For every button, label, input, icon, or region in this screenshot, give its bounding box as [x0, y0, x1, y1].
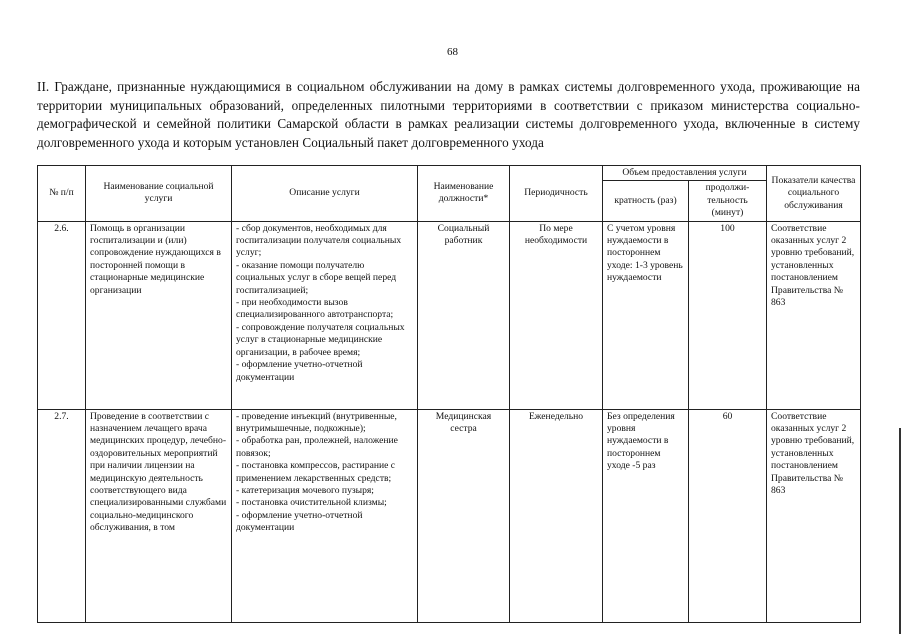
row-description: [232, 221, 418, 409]
description-item: - оказание помощи получателю социальных услуг в сборе вещей перед госпитализацией;: [236, 259, 397, 296]
header-description: Описание услуги: [232, 166, 418, 222]
table-row: [38, 221, 861, 409]
row-duration: 60: [689, 409, 767, 622]
header-position: Наименование должности*: [418, 166, 510, 222]
row-duration: 100: [689, 221, 767, 409]
header-volume-group: Объем предоставления услуги: [603, 166, 767, 181]
row-frequency: Еженедельно: [510, 409, 603, 622]
header-name: Наименование социальной услуги: [86, 166, 232, 222]
header-quality: Показатели качества социального обслуживания: [767, 166, 861, 222]
row-quality: Соответствие оказанных услуг 2 уровню требований, установленных постановлением Правительства № 863: [767, 409, 861, 622]
row-quality: Соответствие оказанных услуг 2 уровню требований, установленных постановлением Правительства № 863: [767, 221, 861, 409]
row-name: Проведение в соответствии с назначением лечащего врача медицинских процедур, лечебно-оздоровительных мероприятий при наличии лицензии на медицинскую деятельность соответствующего вида специализированными службами социально-медицинского обслуживания, в том: [86, 409, 232, 622]
row-description: [232, 409, 418, 622]
page-number: 68: [447, 46, 458, 58]
table-header-row: [38, 166, 861, 181]
description-item: - сбор документов, необходимых для госпитализации получателя социальных услуг;: [236, 222, 402, 259]
row-position: Социальный работник: [418, 221, 510, 409]
description-item: - обработка ран, пролежней, наложение повязок;: [236, 435, 398, 459]
scan-edge-line: [899, 428, 901, 634]
description-item: - катетеризация мочевого пузыря;: [236, 485, 374, 497]
description-item: - постановка очистительной клизмы;: [236, 497, 387, 509]
header-duration: продолжи-тельность (минут): [689, 181, 767, 221]
header-multiplicity: кратность (раз): [603, 181, 689, 221]
description-item: - при необходимости вызов специализированного автотранспорта;: [236, 297, 394, 321]
description-item: - постановка компрессов, растирание с применением лекарственных средств;: [236, 460, 396, 484]
header-num: № п/п: [38, 166, 86, 222]
header-frequency: Периодичность: [510, 166, 603, 222]
row-multiplicity: С учетом уровня нуждаемости в постороннем уходе: 1-3 уровень нуждаемости: [603, 221, 689, 409]
row-multiplicity: Без определения уровня нуждаемости в постороннем уходе -5 раз: [603, 409, 689, 622]
row-num: 2.7.: [38, 409, 86, 622]
services-table: [37, 165, 861, 623]
section-heading: II. Граждане, признанные нуждающимися в социальном обслуживании на дому в рамках системы долговременного ухода, проживающие на территории муниципальных образований, определенных пилотными территориями в соответствии с приказом министерства социально-демографической и семейной политики Самарской области в рамках реализации системы долговременного ухода, включенные в систему долговременного ухода и которым установлен Социальный пакет долговременного ухода: [37, 79, 860, 150]
description-item: - оформление учетно-отчетной документации: [236, 359, 363, 383]
table-row: [38, 409, 861, 622]
description-item: - проведение инъекций (внутривенные, внутримышечные, подкожные);: [236, 410, 397, 435]
description-item: - оформление учетно-отчетной документации: [236, 509, 363, 534]
row-position: Медицинская сестра: [418, 409, 510, 622]
description-item: - сопровождение получателя социальных услуг в стационарные медицинские организации, в рабочее время;: [236, 321, 405, 358]
row-frequency: По мере необходимости: [510, 221, 603, 409]
row-name: Помощь в организации госпитализации и (или) сопровождение нуждающихся в посторонней помощи в стационарные медицинские организации: [86, 221, 232, 409]
row-num: 2.6.: [38, 221, 86, 409]
